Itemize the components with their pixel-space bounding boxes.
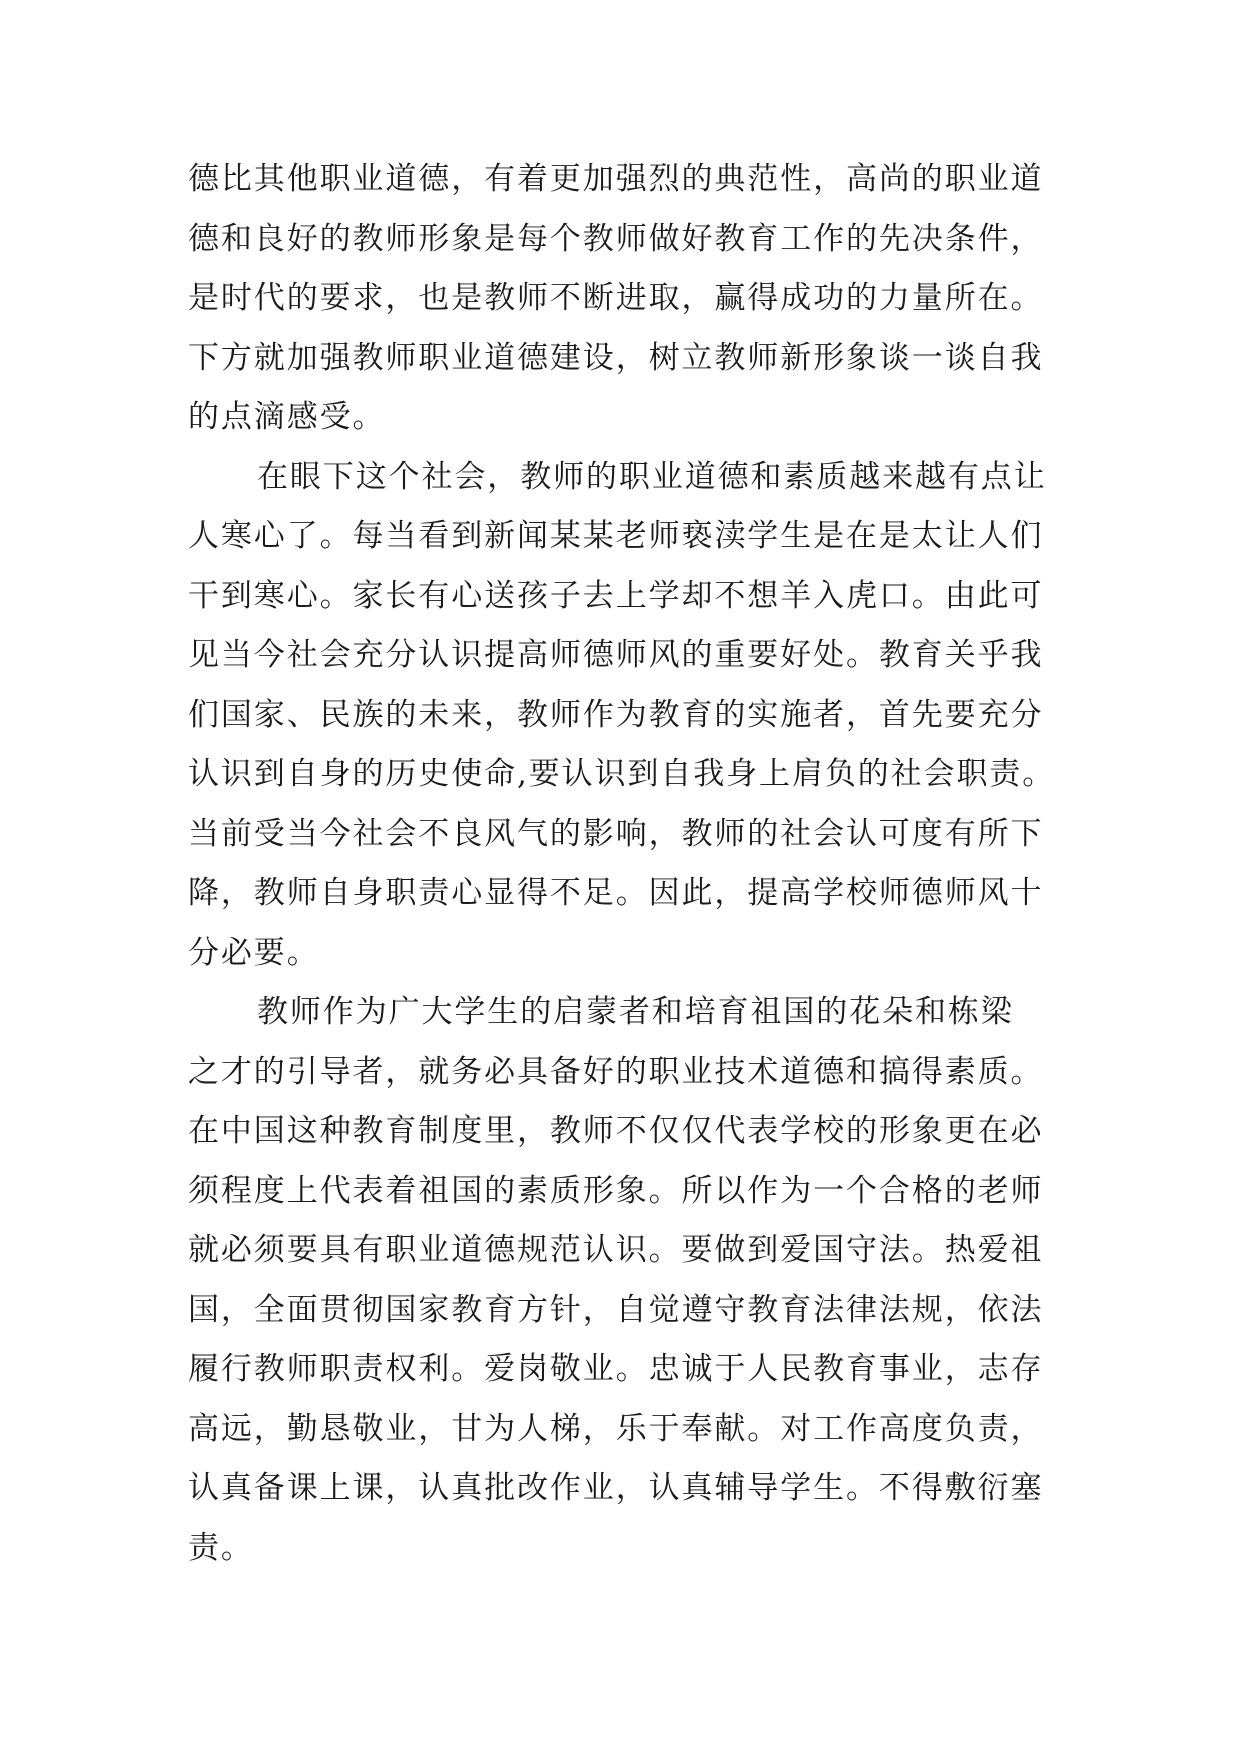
paragraph-first-line: 教师作为广大学生的启蒙者和培育祖国的花朵和栋梁: [257, 994, 1014, 1030]
text-line: 的点滴感受。: [188, 399, 386, 435]
text-line: 认真备课上课，认真批改作业，认真辅导学生。不得敷衍塞: [188, 1470, 1044, 1506]
text-line: 责。: [188, 1529, 254, 1566]
text-line: 认识到自身的历史使命,要认识到自我身上肩负的社会职责。: [188, 756, 1056, 792]
text-line: 见当今社会充分认识提高师德师风的重要好处。教育关乎我: [188, 637, 1044, 673]
text-line: 干到寒心。家长有心送孩子去上学却不想羊入虎口。由此可: [188, 577, 1044, 614]
text-line: 当前受当今社会不良风气的影响，教师的社会认可度有所下: [188, 815, 1044, 852]
text-line: 人寒心了。每当看到新闻某某老师亵渎学生是在是太让人们: [188, 518, 1044, 554]
document-body: [188, 150, 1068, 1578]
text-line: 之才的引导者，就务必具备好的职业技术道德和搞得素质。: [188, 1053, 1044, 1090]
paragraph-first-line: 在眼下这个社会，教师的职业道德和素质越来越有点让: [257, 458, 1047, 495]
text-line: 是时代的要求，也是教师不断进取，赢得成功的力量所在。: [188, 280, 1044, 316]
text-line: 德比其他职业道德，有着更加强烈的典范性，高尚的职业道: [188, 161, 1044, 197]
text-line: 就必须要具有职业道德规范认识。要做到爱国守法。热爱祖: [188, 1232, 1044, 1268]
text-line: 德和良好的教师形象是每个教师做好教育工作的先决条件，: [188, 220, 1044, 257]
text-line: 履行教师职责权利。爱岗敬业。忠诚于人民教育事业，志存: [188, 1351, 1044, 1387]
text-line: 下方就加强教师职业道德建设，树立教师新形象谈一谈自我: [188, 339, 1044, 376]
text-line: 国，全面贯彻国家教育方针，自觉遵守教育法律法规，依法: [188, 1291, 1044, 1328]
text-line: 高远，勤恳敬业，甘为人梯，乐于奉献。对工作高度负责，: [188, 1410, 1044, 1447]
text-line: 分必要。: [188, 934, 320, 971]
text-line: 降，教师自身职责心显得不足。因此，提高学校师德师风十: [188, 875, 1044, 911]
text-line: 须程度上代表着祖国的素质形象。所以作为一个合格的老师: [188, 1172, 1044, 1209]
text-line: 们国家、民族的未来，教师作为教育的实施者，首先要充分: [188, 696, 1044, 733]
text-line: 在中国这种教育制度里，教师不仅仅代表学校的形象更在必: [188, 1113, 1044, 1149]
